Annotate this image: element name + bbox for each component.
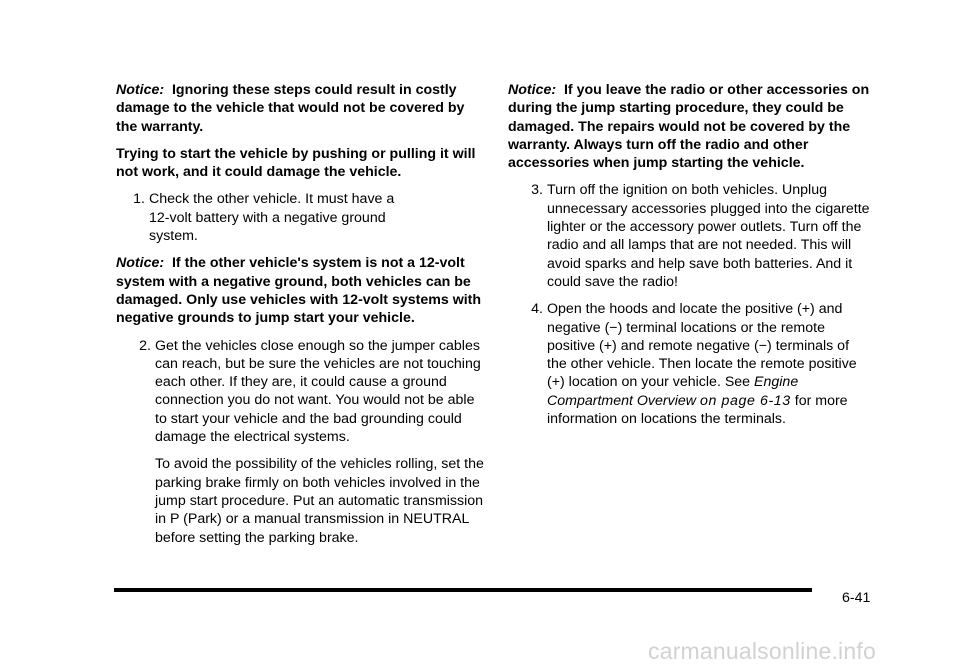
notice-label: Notice: bbox=[116, 255, 165, 272]
push-start-warning: Trying to start the vehicle by pushing or pulling it will not work, and it could damage the vehicle. bbox=[116, 145, 476, 181]
step-text-continued: To avoid the possibility of the vehicles rolling, set the parking brake firmly on both vehicles involved in the jump start procedure. Put an automatic transmission in P (Park) or a manual transmission in NEUTRAL before setting the parking brake. bbox=[155, 456, 484, 546]
watermark: carmanualsonline.info bbox=[648, 638, 876, 664]
left-column bbox=[116, 81, 484, 556]
step-text-after: for more information on locations the terminals. bbox=[547, 392, 848, 428]
step-text: Check the other vehicle. It must have a 12-volt battery with a negative ground system. bbox=[149, 191, 395, 245]
step-number: 1. bbox=[133, 191, 145, 208]
footer-rule bbox=[114, 588, 812, 592]
notice-text: If the other vehicle's system is not a 12-volt system with a negative ground, both vehicles can be damaged. Only use vehicles with 12-volt systems with negative grounds to jump start your vehicle. bbox=[116, 255, 482, 327]
step-3 bbox=[508, 181, 872, 291]
step-4 bbox=[508, 300, 872, 428]
right-column bbox=[508, 81, 872, 437]
step-1 bbox=[116, 190, 484, 245]
notice-ignoring-steps bbox=[116, 81, 484, 136]
notice-text: Ignoring these steps could result in costly damage to the vehicle that would not be covered by the warranty. bbox=[116, 82, 465, 135]
cross-reference-link[interactable]: Engine Compartment Overview bbox=[547, 374, 799, 409]
page-number: 6-41 bbox=[842, 590, 871, 606]
step-2 bbox=[116, 337, 484, 547]
cross-reference-page[interactable]: on page 6-13 bbox=[699, 392, 791, 409]
step-number: 4. bbox=[531, 301, 543, 318]
step-text-before: Open the hoods and locate the positive (+) and negative (−) terminal locations or the remote positive (+) and remote negative (−) terminals of the other vehicle. Then locate the remote positive (+) location on your vehicle. See bbox=[547, 301, 857, 391]
step-text bbox=[547, 300, 872, 428]
step-number: 2. bbox=[139, 337, 151, 354]
notice-label: Notice: bbox=[116, 82, 165, 98]
notice-text: If you leave the radio or other accessories on during the jump starting procedure, they could be damaged. The repairs would not be covered by the warranty. Always turn off the radio and other accessories when jump starting the vehicle. bbox=[508, 82, 870, 172]
step-text: Get the vehicles close enough so the jumper cables can reach, but be sure the vehicles are not touching each other. If they are, it could cause a ground connection you do not want. You would not be able to start your vehicle and the bad grounding could damage the electrical systems. bbox=[155, 337, 481, 446]
notice-radio-accessories bbox=[508, 81, 872, 172]
step-number: 3. bbox=[531, 182, 543, 199]
notice-label: Notice: bbox=[508, 82, 557, 98]
notice-12-volt-system bbox=[116, 254, 484, 327]
step-text: Turn off the ignition on both vehicles. Unplug unnecessary accessories plugged into the cigarette lighter or the accessory power outlets. Turn off the radio and all lamps that are not needed. This will avoid sparks and help save both batteries. And it could save the radio! bbox=[547, 182, 870, 290]
